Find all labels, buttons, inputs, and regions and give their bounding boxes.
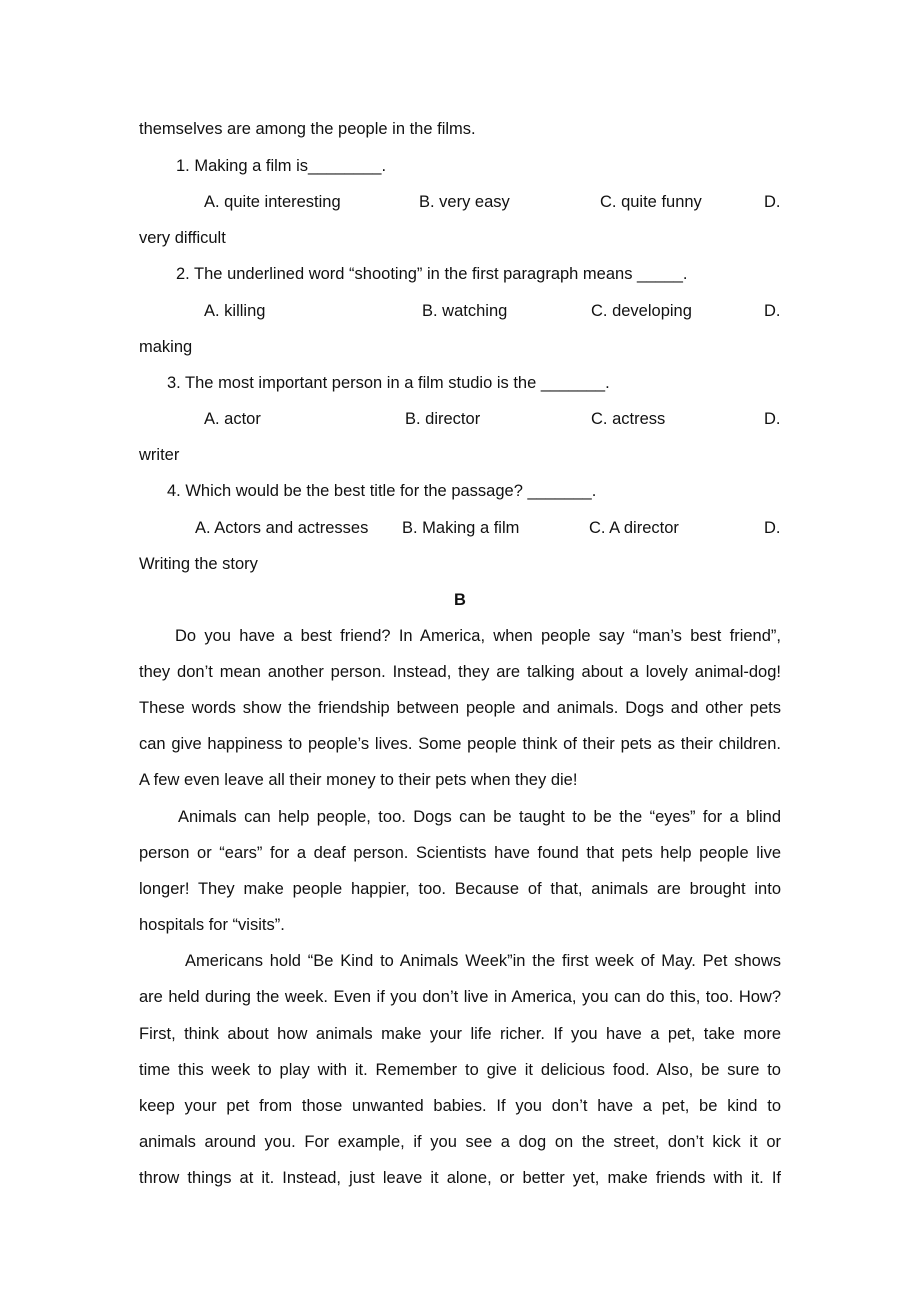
question-1-option-b: B. very easy bbox=[419, 193, 510, 211]
paragraph-line: longer! They make people happier, too. Because of that, animals are brought into bbox=[139, 880, 781, 898]
question-2-option-d: D. bbox=[764, 302, 781, 320]
question-1-stem: 1. Making a film is________. bbox=[176, 157, 387, 175]
question-2-stem: 2. The underlined word “shooting” in the first paragraph means _____. bbox=[176, 265, 688, 283]
paragraph-line: person or “ears” for a deaf person. Scientists have found that pets help people live bbox=[139, 844, 781, 862]
paragraph-line: are held during the week. Even if you don’t live in America, you can do this, too. How? bbox=[139, 988, 781, 1006]
question-3-option-d: D. bbox=[764, 410, 781, 428]
question-4-option-d: D. bbox=[764, 519, 781, 537]
paragraph-line: These words show the friendship between people and animals. Dogs and other pets bbox=[139, 699, 781, 717]
question-4-stem: 4. Which would be the best title for the passage? _______. bbox=[167, 482, 597, 500]
question-4-option-c: C. A director bbox=[589, 519, 679, 537]
question-3-stem: 3. The most important person in a film studio is the _______. bbox=[167, 374, 610, 392]
question-4-option-a: A. Actors and actresses bbox=[195, 519, 369, 537]
paragraph-line: keep your pet from those unwanted babies. If you don’t have a pet, be kind to bbox=[139, 1097, 781, 1115]
paragraph-line: hospitals for “visits”. bbox=[139, 916, 285, 934]
question-1-option-c: C. quite funny bbox=[600, 193, 702, 211]
question-4-option-d-text: Writing the story bbox=[139, 555, 258, 573]
section-heading: B bbox=[454, 591, 466, 609]
question-2-option-c: C. developing bbox=[591, 302, 692, 320]
question-3-option-a: A. actor bbox=[204, 410, 261, 428]
question-3-option-c: C. actress bbox=[591, 410, 666, 428]
paragraph-line: they don’t mean another person. Instead, they are talking about a lovely animal-dog! bbox=[139, 663, 781, 681]
paragraph-line: Do you have a best friend? In America, when people say “man’s best friend”, bbox=[175, 627, 781, 645]
question-4-option-b: B. Making a film bbox=[402, 519, 520, 537]
question-1-option-d: D. bbox=[764, 193, 781, 211]
question-1-option-a: A. quite interesting bbox=[204, 193, 341, 211]
paragraph-line: A few even leave all their money to their pets when they die! bbox=[139, 771, 578, 789]
question-2-option-d-text: making bbox=[139, 338, 193, 356]
paragraph-line: throw things at it. Instead, just leave it alone, or better yet, make friends with it. If bbox=[139, 1169, 781, 1187]
question-2-option-a: A. killing bbox=[204, 302, 266, 320]
question-3-option-d-text: writer bbox=[139, 446, 180, 464]
question-3-option-b: B. director bbox=[405, 410, 481, 428]
paragraph-line: Animals can help people, too. Dogs can be taught to be the “eyes” for a blind bbox=[178, 808, 781, 826]
passage-a-tail: themselves are among the people in the films. bbox=[139, 120, 476, 138]
question-1-option-d-text: very difficult bbox=[139, 229, 226, 247]
paragraph-line: time this week to play with it. Remember to give it delicious food. Also, be sure to bbox=[139, 1061, 781, 1079]
paragraph-line: can give happiness to people’s lives. Some people think of their pets as their children. bbox=[139, 735, 781, 753]
paragraph-line: First, think about how animals make your life richer. If you have a pet, take more bbox=[139, 1025, 781, 1043]
paragraph-line: Americans hold “Be Kind to Animals Week”in the first week of May. Pet shows bbox=[185, 952, 781, 970]
paragraph-line: animals around you. For example, if you see a dog on the street, don’t kick it or bbox=[139, 1133, 781, 1151]
question-2-option-b: B. watching bbox=[422, 302, 508, 320]
